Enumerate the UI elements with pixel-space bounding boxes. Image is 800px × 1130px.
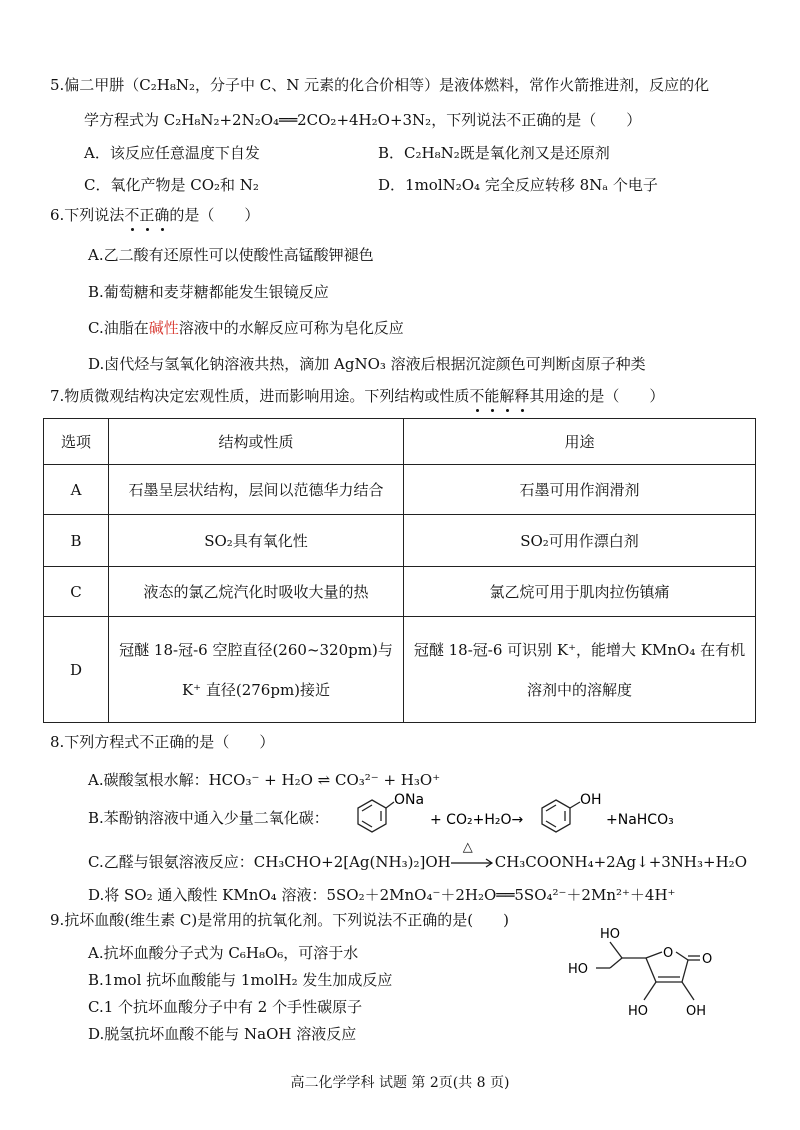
q5-stem-line2: 学方程式为 C₂H₈N₂+2N₂O₄══2CO₂+4H₂O+3N₂，下列说法不正确的是（ ） [84, 111, 642, 129]
row-property: 液态的氯乙烷汽化时吸收大量的热 [109, 567, 404, 617]
q5-option-c: C．氧化产物是 CO₂和 N₂ [84, 176, 259, 194]
heat-arrow [451, 840, 495, 872]
table-row [44, 617, 756, 723]
q8-option-d: D.将 SO₂ 通入酸性 KMnO₄ 溶液：5SO₂＋2MnO₄⁻＋2H₂O══5SO₄²⁻＋2Mn²⁺＋4H⁺ [88, 886, 676, 904]
header-use: 用途 [404, 419, 756, 465]
row-use [404, 617, 756, 723]
q9-option-b: B.1mol 抗坏血酸能与 1molH₂ 发生加成反应 [88, 971, 393, 989]
heat-symbol: △ [462, 840, 473, 855]
row-option: C [44, 567, 109, 617]
q6-c-highlight: 碱性 [148, 319, 179, 337]
q8-b-reactant-label: ONa [394, 792, 425, 808]
phenol-structure [542, 800, 580, 832]
structure-label-oh-bottom: OH [686, 1004, 707, 1019]
q8-b-end: +NaHCO₃ [606, 812, 674, 828]
table-header-row [44, 419, 756, 465]
ascorbic-acid-structure [548, 922, 728, 1028]
row-option: B [44, 515, 109, 567]
page-footer: 高二化学学科 试题 第 2页(共 8 页) [290, 1075, 510, 1091]
row-option: D [44, 617, 109, 723]
header-option: 选项 [44, 419, 109, 465]
q8-option-c [88, 840, 747, 872]
q7-options-table [43, 418, 756, 723]
structure-label-ho-left: HO [568, 962, 589, 977]
q6-stem [50, 205, 259, 225]
q5-option-a: A．该反应任意温度下自发 [84, 144, 260, 162]
q8-c-products: CH₃COONH₄+2Ag↓+3NH₃+H₂O [494, 853, 747, 871]
q6-stem-tail: 的是（ ） [169, 206, 260, 224]
q7-emphasis: 释 [514, 387, 530, 405]
row-use: SO₂可用作漂白剂 [404, 515, 756, 567]
q8-b-equation [348, 790, 688, 842]
q9-stem: 9.抗坏血酸(维生素 C)是常用的抗氧化剂。下列说法不正确的是( ) [50, 911, 509, 929]
q8-c-reactants: C.乙醛与银氨溶液反应：CH₃CHO+2[Ag(NH₃)₂]OH [88, 853, 451, 871]
q8-b-text: B.苯酚钠溶液中通入少量二氧化碳： [88, 809, 329, 827]
row-property-line2: K⁺ 直径(276pm)接近 [181, 680, 331, 699]
q7-emphasis: 能 [484, 387, 500, 405]
q6-option-a: A.乙二酸有还原性可以使酸性高锰酸钾褪色 [88, 246, 374, 264]
q9-option-c: C.1 个抗坏血酸分子中有 2 个手性碳原子 [88, 998, 363, 1016]
q6-stem-text: 6.下列说法 [50, 206, 125, 224]
structure-label-ho-top: HO [600, 927, 621, 942]
q6-c-text-tail: 溶液中的水解反应可称为皂化反应 [178, 319, 404, 337]
sodium-phenoxide-structure [358, 800, 394, 832]
row-use: 氯乙烷可用于肌肉拉伤镇痛 [404, 567, 756, 617]
q8-stem: 8.下列方程式不正确的是（ ） [50, 733, 275, 751]
q8-option-b [88, 808, 329, 828]
q6-option-c [88, 318, 404, 338]
q7-stem-tail: 其用途的是（ ） [529, 387, 665, 405]
row-property [109, 617, 404, 723]
table-row [44, 567, 756, 617]
structure-label-carbonyl-o: O [702, 952, 713, 967]
q5-option-d: D．1molN₂O₄ 完全反应转移 8Nₐ 个电子 [378, 176, 658, 194]
q5-stem-line1: 5.偏二甲肼（C₂H₈N₂，分子中 C、N 元素的化合价相等）是液体燃料，常作火箭推进剂，反应的化 [50, 76, 710, 94]
q6-emphasis: 不 [124, 206, 140, 224]
q6-option-d: D.卤代烃与氢氧化钠溶液共热，滴加 AgNO₃ 溶液后根据沉淀颜色可判断卤原子种类 [88, 355, 646, 373]
q7-stem [50, 386, 664, 406]
q7-emphasis: 不 [469, 387, 485, 405]
q7-emphasis: 解 [499, 387, 515, 405]
table-row [44, 515, 756, 567]
table-row [44, 465, 756, 515]
row-use-line2: 溶剂中的溶解度 [526, 680, 632, 699]
row-property-line1: 冠醚 18-冠-6 空腔直径(260~320pm)与 [119, 640, 393, 659]
q8-option-a: A.碳酸氢根水解：HCO₃⁻ + H₂O ⇌ CO₃²⁻ + H₃O⁺ [88, 771, 441, 789]
row-option: A [44, 465, 109, 515]
q8-b-product-label: OH [580, 792, 602, 808]
q7-stem-text: 7.物质微观结构决定宏观性质，进而影响用途。下列结构或性质 [50, 387, 470, 405]
structure-bonds [596, 942, 700, 1000]
structure-label-ring-o: O [663, 946, 674, 961]
q9-option-d: D.脱氢抗坏血酸不能与 NaOH 溶液反应 [88, 1025, 357, 1043]
q6-emphasis: 确 [154, 206, 170, 224]
reaction-arrow-icon [451, 858, 495, 868]
header-property: 结构或性质 [109, 419, 404, 465]
row-use-line1: 冠醚 18-冠-6 可识别 K⁺，能增大 KMnO₄ 在有机 [413, 640, 746, 659]
row-use: 石墨可用作润滑剂 [404, 465, 756, 515]
row-property: SO₂具有氧化性 [109, 515, 404, 567]
row-property: 石墨呈层状结构，层间以范德华力结合 [109, 465, 404, 515]
q5-option-b: B．C₂H₈N₂既是氧化剂又是还原剂 [378, 144, 610, 162]
q9-option-a: A.抗坏血酸分子式为 C₆H₈O₆，可溶于水 [88, 944, 359, 962]
q6-emphasis: 正 [139, 206, 155, 224]
q6-c-text: C.油脂在 [88, 319, 149, 337]
q8-b-mid: + CO₂+H₂O→ [430, 812, 524, 828]
q6-option-b: B.葡萄糖和麦芽糖都能发生银镜反应 [88, 283, 329, 301]
structure-label-ho-bottom: HO [628, 1004, 649, 1019]
